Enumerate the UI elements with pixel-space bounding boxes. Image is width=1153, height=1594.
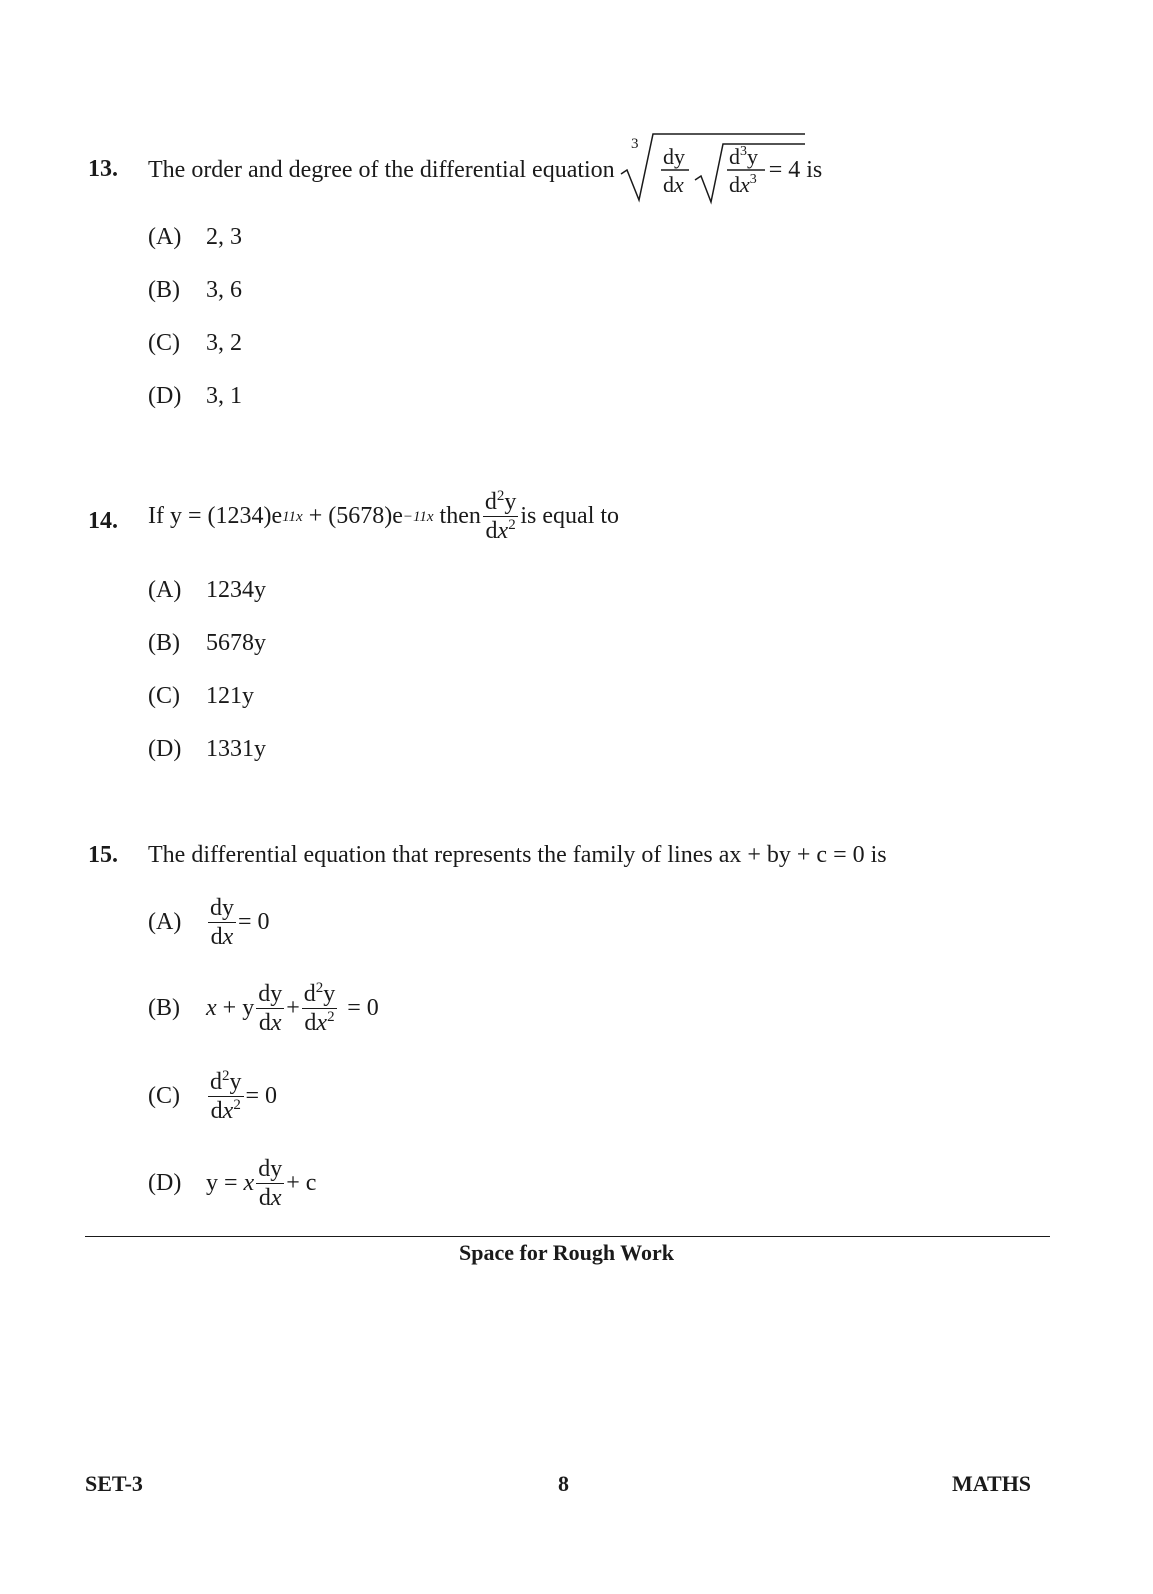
option-value: 1234y <box>206 577 266 603</box>
option-value: = 0 <box>245 1083 278 1109</box>
option-13-d[interactable] <box>148 383 242 410</box>
first-derivative-fraction: $\frac{dy}{dx}$ <box>210 895 234 950</box>
option-label: (C) <box>148 330 180 356</box>
option-14-c[interactable] <box>148 683 254 710</box>
option-value: = 0 <box>347 995 379 1021</box>
option-label: (C) <box>148 1083 180 1109</box>
option-expression: x + y <box>206 995 255 1021</box>
stem-then: then <box>433 503 481 529</box>
option-15-c[interactable] <box>148 1070 277 1123</box>
option-label: (D) <box>148 1170 182 1196</box>
stem-mid: + (5678)e <box>302 503 403 529</box>
option-value: 3, 6 <box>206 277 242 303</box>
equation-tail: = 4 is <box>768 156 823 183</box>
footer-set: SET-3 <box>85 1471 143 1496</box>
question-text: The differential equation that represents the family of lines ax + by + c = 0 is <box>148 842 887 868</box>
option-value: 5678y <box>206 630 266 656</box>
option-value: + c <box>286 1170 317 1196</box>
option-label: (A) <box>148 577 182 603</box>
option-label: (C) <box>148 683 180 709</box>
option-15-d[interactable] <box>148 1157 316 1210</box>
option-15-b[interactable]: (B) x + y $\frac{dy}{dx}$ + $\frac{d^2y}{dx^2}$ = 0 <box>148 980 379 1036</box>
option-14-d[interactable] <box>148 736 266 763</box>
option-14-a[interactable] <box>148 577 266 604</box>
question-number: 13. <box>88 156 118 182</box>
option-value: 2, 3 <box>206 224 242 250</box>
option-13-b[interactable] <box>148 277 242 304</box>
root-index: 3 <box>630 136 639 152</box>
question-stem: The order and degree of the differential equation <box>148 156 615 183</box>
question-text <box>148 130 822 210</box>
question-text: If y = (1234)e 11x + (5678)e −11x then $\frac{d^2y}{dx^2}$ is equal to <box>148 488 620 544</box>
rough-work-heading: Space for Rough Work <box>459 1240 674 1265</box>
svg-text:d3y: $d^3y$ <box>728 144 758 169</box>
divider-line <box>85 1236 1050 1237</box>
svg-text:dx3: $dx^3$ <box>728 172 757 197</box>
option-label: (B) <box>148 995 180 1021</box>
option-13-a[interactable] <box>148 224 242 251</box>
radical-sign <box>619 130 805 210</box>
option-label: (B) <box>148 277 180 303</box>
cube-root-expression <box>619 130 805 210</box>
footer-page-number: 8 <box>558 1471 569 1496</box>
option-label: (D) <box>148 383 182 409</box>
option-expression: y = x <box>206 1170 255 1196</box>
second-derivative-fraction: $\frac{d^2y}{dx^2}$ <box>484 488 517 544</box>
question-number: 15. <box>88 842 118 868</box>
first-derivative-fraction: $\frac{dy}{dx}$ <box>258 981 283 1036</box>
option-label: (A) <box>148 909 182 935</box>
option-value: 1331y <box>206 736 266 762</box>
option-13-c[interactable] <box>148 330 242 357</box>
second-derivative-fraction: $\frac{d^2y}{dx^2}$ <box>210 1068 242 1124</box>
option-label: (B) <box>148 630 180 656</box>
option-value: 3, 2 <box>206 330 242 356</box>
footer-subject: MATHS <box>952 1471 1032 1496</box>
option-label: (D) <box>148 736 182 762</box>
option-label: (A) <box>148 224 182 250</box>
option-14-b[interactable] <box>148 630 266 657</box>
second-derivative-fraction: $\frac{d^2y}{dx^2}$ <box>303 980 336 1036</box>
svg-text:dx: dx <box>662 172 684 197</box>
option-value: 3, 1 <box>206 383 242 409</box>
equation-tail: is equal to <box>520 503 620 529</box>
first-derivative-fraction: $\frac{dy}{dx}$ <box>258 1156 283 1211</box>
option-value: = 0 <box>238 909 270 935</box>
question-number: 14. <box>88 508 118 534</box>
option-value: 121y <box>206 683 254 709</box>
svg-text:dy: dy <box>662 144 685 169</box>
option-15-a[interactable] <box>148 896 270 949</box>
stem-prefix: If y = (1234)e <box>148 503 283 529</box>
